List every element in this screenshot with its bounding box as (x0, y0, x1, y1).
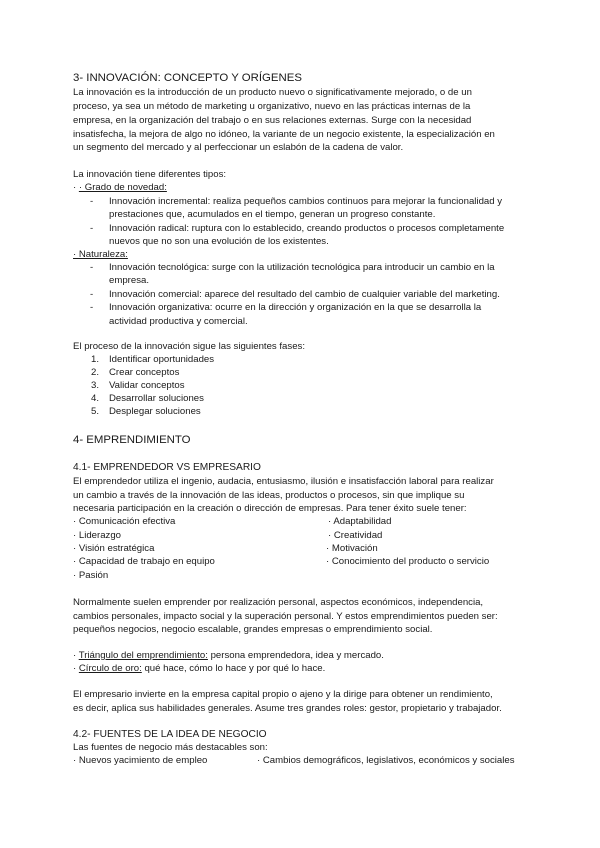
phase-number: 4. (91, 393, 100, 404)
paragraph-line: es decir, aplica sus habilidades generales. Asume tres grandes roles: gestor, propietario y trabajador. (73, 703, 502, 714)
paragraph-line: La innovación es la introducción de un producto nuevo o significativamente mejorado, o de un (73, 87, 472, 98)
paragraph-line: necesaria participación en la creación o dirección de empresas. Para tener éxito suele tener: (73, 503, 467, 514)
paragraph-line: un segmento del mercado y al perfeccionar un eslabón de la cadena de valor. (73, 142, 404, 153)
list-item: Innovación incremental: realiza pequeños cambios continuos para mejorar la funcionalidad y (109, 196, 503, 207)
phase-number: 3. (91, 380, 100, 391)
list-dash: - (90, 223, 94, 234)
triangle-item: · Triángulo del emprendimiento: persona emprendedora, idea y mercado. (73, 650, 384, 661)
skill-item: · Adaptabilidad (328, 516, 392, 527)
list-item-cont: actividad productiva y comercial. (109, 316, 248, 327)
paragraph-line: Normalmente suelen emprender por realización personal, aspectos económicos, independencia, (73, 597, 484, 608)
phase-item: Crear conceptos (109, 367, 180, 378)
skill-item: · Comunicación efectiva (73, 516, 176, 527)
phase-item: Identificar oportunidades (109, 354, 215, 365)
list-item: Innovación tecnológica: surge con la utilización tecnológica para introducir un cambio en la (109, 262, 495, 273)
list-item-cont: nuevos que no son una evolución de los existentes. (109, 236, 329, 247)
phase-number: 1. (91, 354, 100, 365)
paragraph-line: proceso, ya sea un método de marketing u organizativo, nuevo en las prácticas internas de la (73, 101, 471, 112)
list-item-cont: prestaciones que, acumulados en el tiempo, generan un progreso constante. (109, 209, 436, 220)
paragraph-line: El emprendedor utiliza el ingenio, audacia, entusiasmo, ilusión e insatisfacción laboral para realizar (73, 476, 494, 487)
skill-item: · Visión estratégica (73, 543, 155, 554)
list-item: Innovación comercial: aparece del resultado del cambio de cualquier variable del marketing. (109, 289, 500, 300)
grado-label: · · Grado de novedad: (73, 182, 167, 193)
naturaleza-label: · Naturaleza: (73, 249, 128, 260)
types-intro: La innovación tiene diferentes tipos: (73, 169, 227, 180)
source-item: · Nuevos yacimiento de empleo (73, 755, 208, 766)
source-item: · Cambios demográficos, legislativos, económicos y sociales (257, 755, 515, 766)
skill-item: · Pasión (73, 570, 109, 581)
paragraph-line: un cambio a través de la innovación de las ideas, productos o procesos, sin que implique su (73, 490, 465, 501)
skill-item: · Conocimiento del producto o servicio (326, 556, 490, 567)
paragraph-line: Las fuentes de negocio más destacables son: (73, 742, 268, 753)
list-item-cont: empresa. (109, 275, 149, 286)
paragraph-line: insatisfecha, la mejora de algo no idóneo, la variante de un negocio existente, la especialización en (73, 129, 495, 140)
subsection-4-2-heading: 4.2- FUENTES DE LA IDEA DE NEGOCIO (73, 729, 267, 740)
skill-item: · Motivación (326, 543, 378, 554)
paragraph-line: pequeños negocios, negocio escalable, grandes empresas o emprendimiento social. (73, 624, 433, 635)
phase-number: 2. (91, 367, 100, 378)
phase-number: 5. (91, 406, 100, 417)
list-dash: - (90, 289, 94, 300)
paragraph-line: cambios personales, impacto social y la superación personal. Y estos emprendimientos pueden ser: (73, 611, 498, 622)
paragraph-line: empresa, en la organización del trabajo o en sus relaciones externas. Surge con la necesidad (73, 115, 472, 126)
list-item: Innovación radical: ruptura con lo establecido, creando productos o procesos completamente (109, 223, 505, 234)
section-3-heading: 3- INNOVACIÓN: CONCEPTO Y ORÍGENES (73, 72, 302, 84)
skill-item: · Liderazgo (73, 530, 121, 541)
phase-item: Desarrollar soluciones (109, 393, 204, 404)
list-item: Innovación organizativa: ocurre en la dirección y organización en la que se desarrolla la (109, 302, 482, 313)
list-dash: - (90, 302, 94, 313)
list-dash: - (90, 262, 94, 273)
section-4-heading: 4- EMPRENDIMIENTO (73, 434, 191, 446)
skill-item: · Capacidad de trabajo en equipo (73, 556, 215, 567)
list-dash: - (90, 196, 94, 207)
paragraph-line: El empresario invierte en la empresa capital propio o ajeno y la dirige para obtener un rendimiento, (73, 689, 493, 700)
phases-intro: El proceso de la innovación sigue las siguientes fases: (73, 341, 305, 352)
skill-item: · Creatividad (328, 530, 383, 541)
circle-item: · Círculo de oro: qué hace, cómo lo hace y por qué lo hace. (73, 663, 326, 674)
subsection-4-1-heading: 4.1- EMPRENDEDOR VS EMPRESARIO (73, 462, 261, 473)
phase-item: Validar conceptos (109, 380, 185, 391)
phase-item: Desplegar soluciones (109, 406, 201, 417)
